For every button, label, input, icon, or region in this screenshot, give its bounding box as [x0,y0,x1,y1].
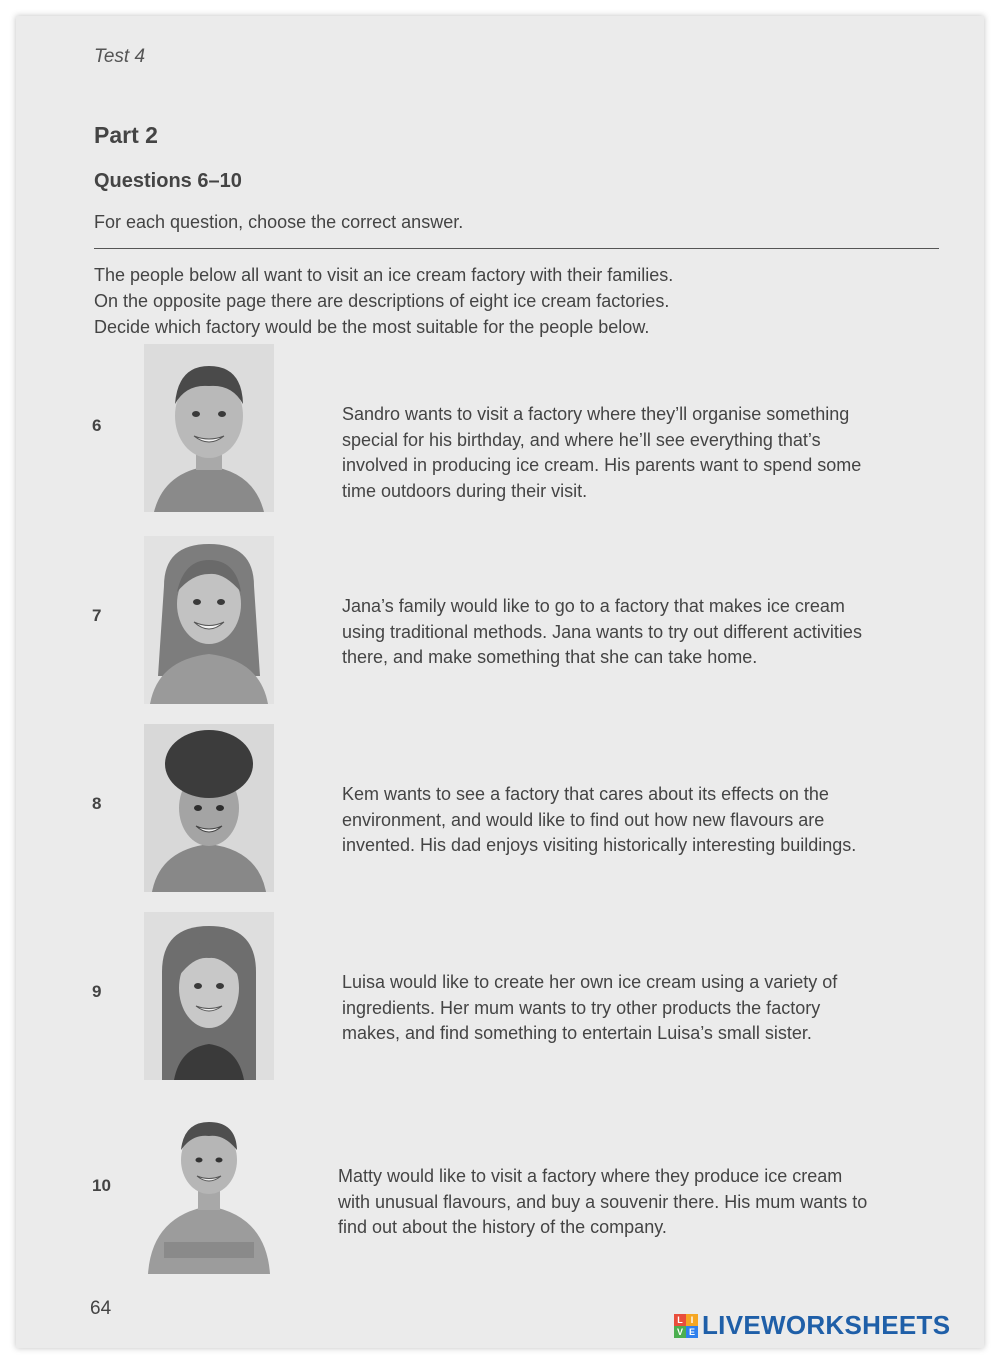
question-text-line: Jana’s family would like to go to a factory that makes ice cream [342,596,845,616]
question-number: 10 [92,1176,111,1195]
question-text-line: find out about the history of the company. [338,1217,667,1237]
question-text [342,782,932,859]
logo-letter: V [674,1326,686,1338]
logo-letter: E [686,1326,698,1338]
test-label: Test 4 [94,46,146,67]
question-text-line: using traditional methods. Jana wants to try out different activities [342,621,862,642]
boy-portrait-icon [144,1106,274,1274]
liveworksheets-logo[interactable] [674,1310,950,1341]
page-number: 64 [90,1298,112,1319]
logo-letter: L [674,1314,686,1326]
girl-portrait-icon [144,536,274,704]
intro-line: Decide which factory would be the most suitable for the people below. [94,317,650,337]
intro-text [94,262,934,340]
question-text-line: Kem wants to see a factory that cares about its effects on the [342,784,829,804]
question-number: 6 [92,416,102,435]
question-text [342,970,932,1047]
question-text [342,594,932,671]
question-text-line: ingredients. Her mum wants to try other products the factory [342,997,821,1018]
questions-title: Questions 6–10 [94,170,242,192]
divider [94,248,939,249]
question-text-line: involved in producing ice cream. His parents want to spend some [342,455,862,475]
logo-letter: I [686,1314,698,1326]
question-text-line: with unusual flavours, and buy a souvenir there. His mum wants to [338,1191,868,1212]
part-title: Part 2 [94,122,158,148]
question-number: 9 [92,982,102,1001]
brand-name: LIVEWORKSHEETS [702,1310,951,1340]
question-number: 7 [92,606,102,625]
question-text-line: invented. His dad enjoys visiting historically interesting buildings. [342,835,857,855]
question-text-line: makes, and find something to entertain Luisa’s small sister. [342,1023,812,1043]
question-text-line: Sandro wants to visit a factory where they’ll organise something [342,404,850,424]
question-text-line: time outdoors during their visit. [342,480,588,501]
intro-line: The people below all want to visit an ice cream factory with their families. [94,265,674,285]
worksheet-page [16,16,984,1348]
question-text [338,1164,928,1241]
boy-portrait-icon [144,724,274,892]
question-number: 8 [92,794,102,813]
question-text-line: environment, and would like to find out how new flavours are [342,809,825,830]
instruction: For each question, choose the correct answer. [94,212,464,232]
question-text [342,402,932,504]
boy-portrait-icon [144,344,274,512]
question-text-line: there, and make something that she can take home. [342,647,758,667]
question-text-line: Luisa would like to create her own ice cream using a variety of [342,972,838,992]
intro-line: On the opposite page there are descriptions of eight ice cream factories. [94,291,670,311]
liveworksheets-logo-icon [674,1314,698,1338]
girl-portrait-icon [144,912,274,1080]
question-text-line: Matty would like to visit a factory where they produce ice cream [338,1166,843,1186]
question-text-line: special for his birthday, and where he’ll see everything that’s [342,429,821,450]
